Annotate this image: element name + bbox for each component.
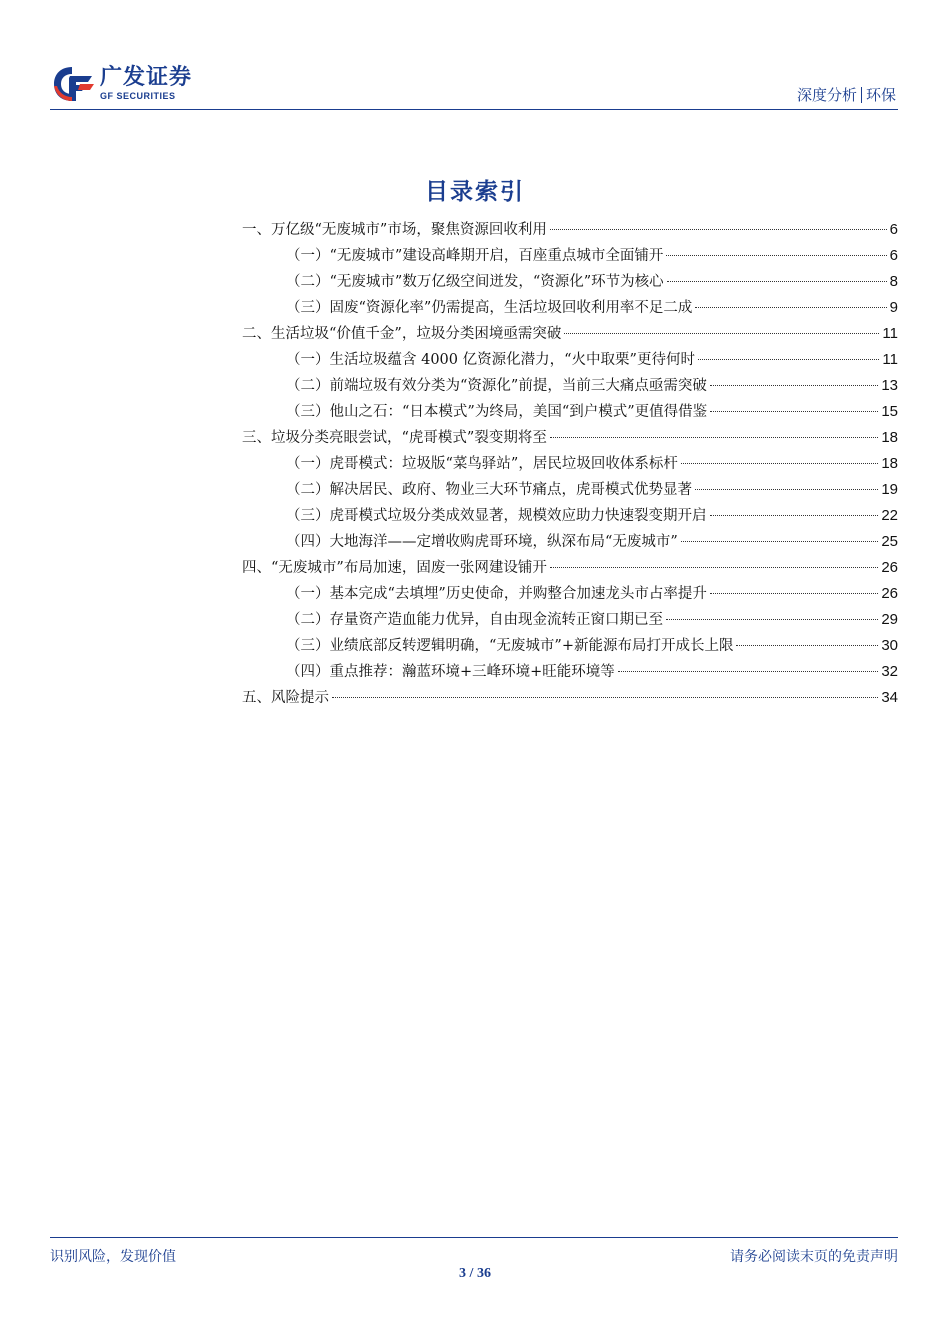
toc-entry-page[interactable]: 30 xyxy=(881,637,898,654)
toc-entry-title[interactable]: （三）固废“资源化率”仍需提高，生活垃圾回收利用率不足二成 xyxy=(286,300,693,316)
toc-section-entry[interactable] xyxy=(242,244,898,270)
toc-entry-title[interactable]: （三）业绩底部反转逻辑明确，“无废城市”+新能源布局打开成长上限 xyxy=(286,638,734,654)
toc-section-entry[interactable] xyxy=(242,660,898,686)
toc-title: 目录索引 xyxy=(425,178,525,205)
toc-dot-leader xyxy=(710,411,878,412)
toc-section-entry[interactable] xyxy=(242,400,898,426)
toc-dot-leader xyxy=(710,515,879,516)
toc-dot-leader xyxy=(695,489,878,490)
toc-section-entry[interactable] xyxy=(242,270,898,296)
toc-entry-page[interactable]: 25 xyxy=(881,533,898,550)
toc-section-entry[interactable] xyxy=(242,608,898,634)
toc-entry-title[interactable]: （二）存量资产造血能力优异，自由现金流转正窗口期已至 xyxy=(286,612,663,628)
toc-dot-leader xyxy=(550,567,878,568)
toc-dot-leader xyxy=(618,671,879,672)
toc-entry-title[interactable]: 四、“无废城市”布局加速，固废一张网建设铺开 xyxy=(242,560,547,576)
toc-entry-page[interactable]: 15 xyxy=(881,403,898,420)
toc-section-entry[interactable] xyxy=(242,634,898,660)
toc-entry-title[interactable]: 二、生活垃圾“价值千金”，垃圾分类困境亟需突破 xyxy=(242,326,562,342)
toc-chapter-entry[interactable] xyxy=(242,556,898,582)
toc-chapter-entry[interactable] xyxy=(242,322,898,348)
page-current: 3 xyxy=(459,1266,467,1281)
toc-chapter-entry[interactable] xyxy=(242,218,898,244)
table-of-contents xyxy=(242,218,898,712)
toc-entry-page[interactable]: 18 xyxy=(881,429,898,446)
toc-entry-page[interactable]: 19 xyxy=(881,481,898,498)
toc-section-entry[interactable] xyxy=(242,296,898,322)
toc-dot-leader xyxy=(695,307,886,308)
toc-section-entry[interactable] xyxy=(242,348,898,374)
toc-section-entry[interactable] xyxy=(242,452,898,478)
footer-disclaimer-notice[interactable]: 请务必阅读末页的免责声明 xyxy=(730,1249,898,1265)
header-separator xyxy=(861,87,862,103)
toc-dot-leader xyxy=(667,281,887,282)
toc-dot-leader xyxy=(736,645,878,646)
header-divider xyxy=(50,109,898,110)
toc-entry-title[interactable]: （一）生活垃圾蕴含 4000 亿资源化潜力，“火中取栗”更待何时 xyxy=(286,352,695,368)
toc-entry-title[interactable]: （三）虎哥模式垃圾分类成效显著，规模效应助力快速裂变期开启 xyxy=(286,508,707,524)
gf-logo-icon xyxy=(50,64,94,104)
toc-entry-page[interactable]: 32 xyxy=(881,663,898,680)
page-total: 36 xyxy=(476,1266,491,1281)
toc-entry-page[interactable]: 26 xyxy=(881,559,898,576)
report-category xyxy=(797,84,896,105)
toc-section-entry[interactable] xyxy=(242,374,898,400)
report-type-label: 深度分析 xyxy=(796,86,857,104)
toc-dot-leader xyxy=(332,697,878,698)
toc-entry-page[interactable]: 6 xyxy=(889,247,898,264)
footer-slogan: 识别风险，发现价值 xyxy=(50,1249,176,1265)
logo-english-name: GF SECURITIES xyxy=(100,91,176,101)
toc-chapter-entry[interactable] xyxy=(242,426,898,452)
toc-dot-leader xyxy=(666,619,878,620)
toc-dot-leader xyxy=(681,541,878,542)
toc-dot-leader xyxy=(550,437,878,438)
toc-entry-page[interactable]: 29 xyxy=(881,611,898,628)
toc-entry-title[interactable]: （二）前端垃圾有效分类为“资源化”前提，当前三大痛点亟需突破 xyxy=(286,378,707,394)
toc-entry-title[interactable]: 五、风险提示 xyxy=(242,690,329,706)
toc-section-entry[interactable] xyxy=(242,582,898,608)
toc-entry-page[interactable]: 9 xyxy=(889,299,898,316)
toc-dot-leader xyxy=(564,333,879,334)
toc-chapter-entry[interactable] xyxy=(242,686,898,712)
toc-entry-title[interactable]: （四）重点推荐：瀚蓝环境+三峰环境+旺能环境等 xyxy=(286,664,615,680)
toc-section-entry[interactable] xyxy=(242,478,898,504)
toc-entry-page[interactable]: 8 xyxy=(889,273,898,290)
toc-entry-page[interactable]: 11 xyxy=(882,351,898,368)
toc-entry-page[interactable]: 11 xyxy=(882,325,898,342)
toc-section-entry[interactable] xyxy=(242,530,898,556)
page-number: 3 / 36 xyxy=(459,1266,491,1281)
toc-entry-title[interactable]: （四）大地海洋——定增收购虎哥环境，纵深布局“无废城市” xyxy=(286,534,678,550)
toc-entry-title[interactable]: （一）虎哥模式：垃圾版“菜鸟驿站”，居民垃圾回收体系标杆 xyxy=(286,456,678,472)
logo-chinese-name: 广发证券 xyxy=(100,65,193,90)
toc-section-entry[interactable] xyxy=(242,504,898,530)
gf-securities-logo xyxy=(50,62,192,106)
sector-label: 环保 xyxy=(865,86,896,104)
footer-divider xyxy=(50,1237,898,1238)
toc-entry-title[interactable]: （一）“无废城市”建设高峰期开启，百座重点城市全面铺开 xyxy=(286,248,664,264)
toc-entry-page[interactable]: 22 xyxy=(881,507,898,524)
toc-entry-page[interactable]: 26 xyxy=(881,585,898,602)
toc-dot-leader xyxy=(666,255,886,256)
toc-dot-leader xyxy=(710,385,878,386)
toc-entry-page[interactable]: 18 xyxy=(881,455,898,472)
toc-dot-leader xyxy=(710,593,878,594)
toc-entry-title[interactable]: （二）解决居民、政府、物业三大环节痛点，虎哥模式优势显著 xyxy=(286,482,692,498)
toc-entry-title[interactable]: （三）他山之石：“日本模式”为终局，美国“到户模式”更值得借鉴 xyxy=(286,404,708,420)
toc-entry-page[interactable]: 34 xyxy=(881,689,898,706)
toc-dot-leader xyxy=(698,359,879,360)
page-header xyxy=(50,62,898,110)
toc-entry-title[interactable]: （二）“无废城市”数万亿级空间迸发，“资源化”环节为核心 xyxy=(286,274,664,290)
toc-dot-leader xyxy=(681,463,878,464)
toc-entry-page[interactable]: 6 xyxy=(889,221,898,238)
toc-entry-title[interactable]: 一、万亿级“无废城市”市场，聚焦资源回收利用 xyxy=(242,222,547,238)
toc-entry-title[interactable]: （一）基本完成“去填埋”历史使命，并购整合加速龙头市占率提升 xyxy=(286,586,707,602)
toc-entry-page[interactable]: 13 xyxy=(881,377,898,394)
toc-entry-title[interactable]: 三、垃圾分类亮眼尝试，“虎哥模式”裂变期将至 xyxy=(242,430,547,446)
toc-dot-leader xyxy=(550,229,887,230)
